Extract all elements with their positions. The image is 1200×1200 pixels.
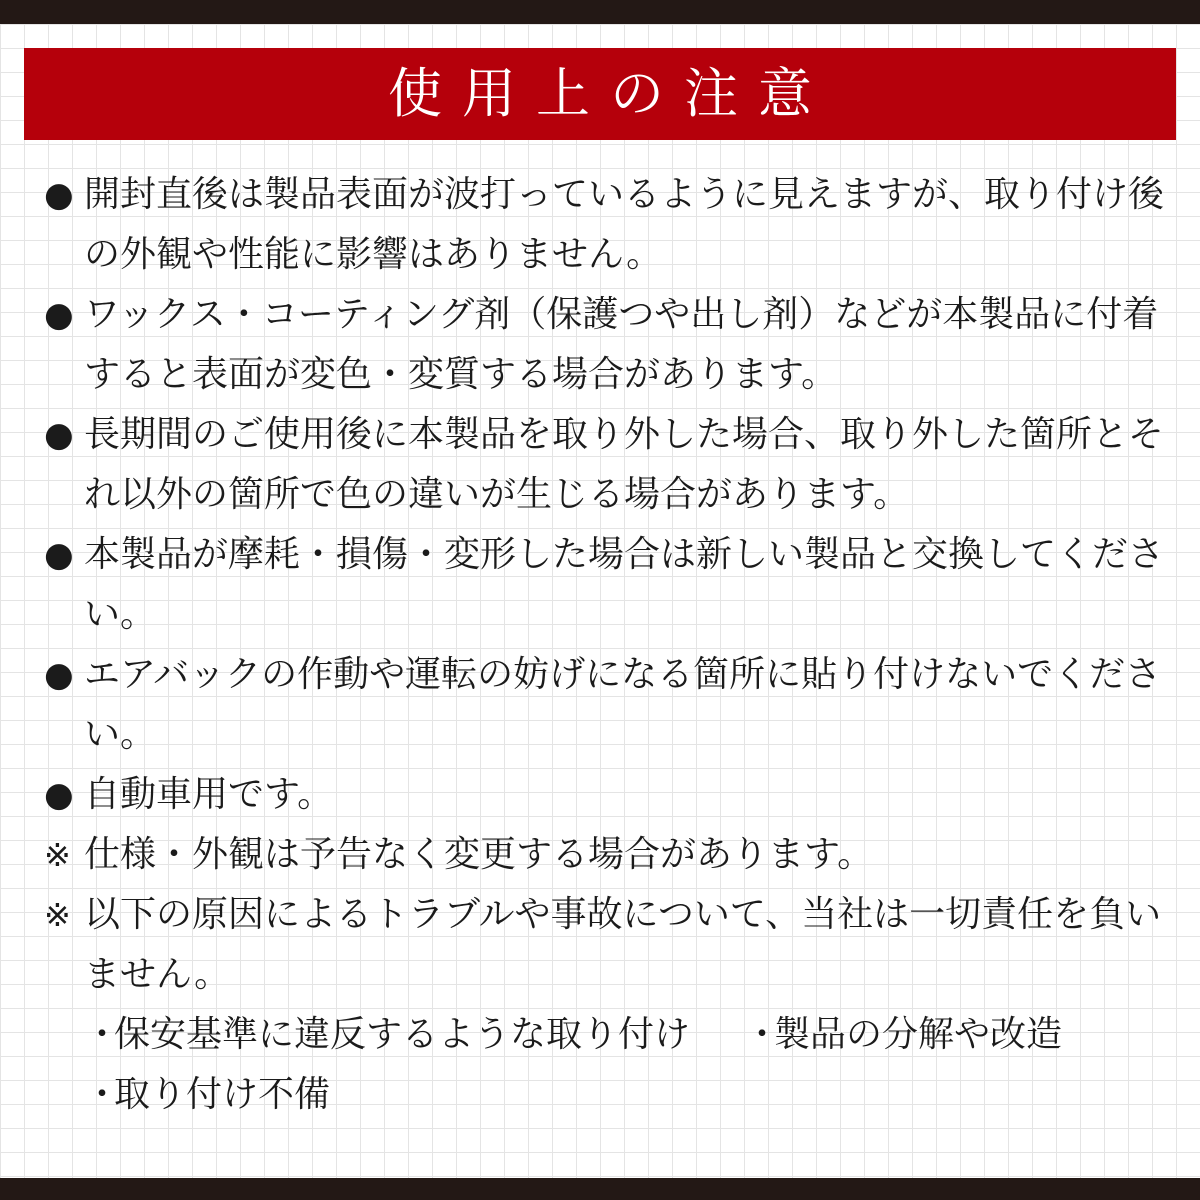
caution-text: 開封直後は製品表面が波打っているように見えますが、取り付け後の外観や性能に影響はありません。 bbox=[84, 174, 1165, 275]
caution-item bbox=[44, 405, 1164, 525]
caution-text: 長期間のご使用後に本製品を取り外した場合、取り外した箇所とそれ以外の箇所で色の違いが生じる場合があります。 bbox=[84, 414, 1165, 515]
cause-item bbox=[84, 1005, 744, 1065]
caution-item bbox=[44, 285, 1164, 405]
middle-dot-icon: ・ bbox=[84, 1074, 121, 1115]
caution-text: エアバックの作動や運転の妨げになる箇所に貼り付けないでください。 bbox=[84, 654, 1162, 755]
note-item bbox=[44, 825, 1164, 885]
cause-text: 取り付け不備 bbox=[114, 1074, 331, 1115]
caution-text: ワックス・コーティング剤（保護つや出し剤）などが本製品に付着すると表面が変色・変質する場合があります。 bbox=[84, 294, 1159, 395]
caution-item bbox=[44, 765, 1164, 825]
cause-text: 保安基準に違反するような取り付け bbox=[114, 1014, 691, 1055]
page-title: 使用上の注意 bbox=[388, 62, 832, 125]
top-border bbox=[0, 0, 1200, 24]
bullet-icon: ● bbox=[44, 415, 74, 455]
title-banner bbox=[24, 48, 1176, 140]
bullet-icon: ● bbox=[44, 295, 74, 335]
cause-row bbox=[44, 1005, 1164, 1065]
bullet-icon: ● bbox=[44, 535, 74, 575]
bottom-border bbox=[0, 1178, 1200, 1200]
reference-mark-icon: ※ bbox=[44, 896, 71, 934]
bullet-icon: ● bbox=[44, 175, 74, 215]
reference-mark-icon: ※ bbox=[44, 836, 71, 874]
cause-item bbox=[744, 1005, 1062, 1065]
bullet-icon: ● bbox=[44, 655, 74, 695]
cause-row bbox=[44, 1065, 1164, 1125]
caution-text: 本製品が摩耗・損傷・変形した場合は新しい製品と交換してください。 bbox=[84, 534, 1165, 635]
cause-text: 製品の分解や改造 bbox=[774, 1014, 1063, 1055]
cause-item bbox=[84, 1065, 330, 1125]
caution-item bbox=[44, 645, 1164, 765]
caution-item bbox=[44, 165, 1164, 285]
note-item bbox=[44, 885, 1164, 1005]
bullet-icon: ● bbox=[44, 775, 74, 815]
middle-dot-icon: ・ bbox=[84, 1014, 121, 1055]
caution-item bbox=[44, 525, 1164, 645]
note-text: 仕様・外観は予告なく変更する場合があります。 bbox=[84, 834, 874, 875]
note-text: 以下の原因によるトラブルや事故について、当社は一切責任を負いません。 bbox=[84, 894, 1162, 995]
caution-list bbox=[44, 165, 1164, 1125]
middle-dot-icon: ・ bbox=[744, 1014, 781, 1055]
caution-text: 自動車用です。 bbox=[84, 774, 334, 815]
